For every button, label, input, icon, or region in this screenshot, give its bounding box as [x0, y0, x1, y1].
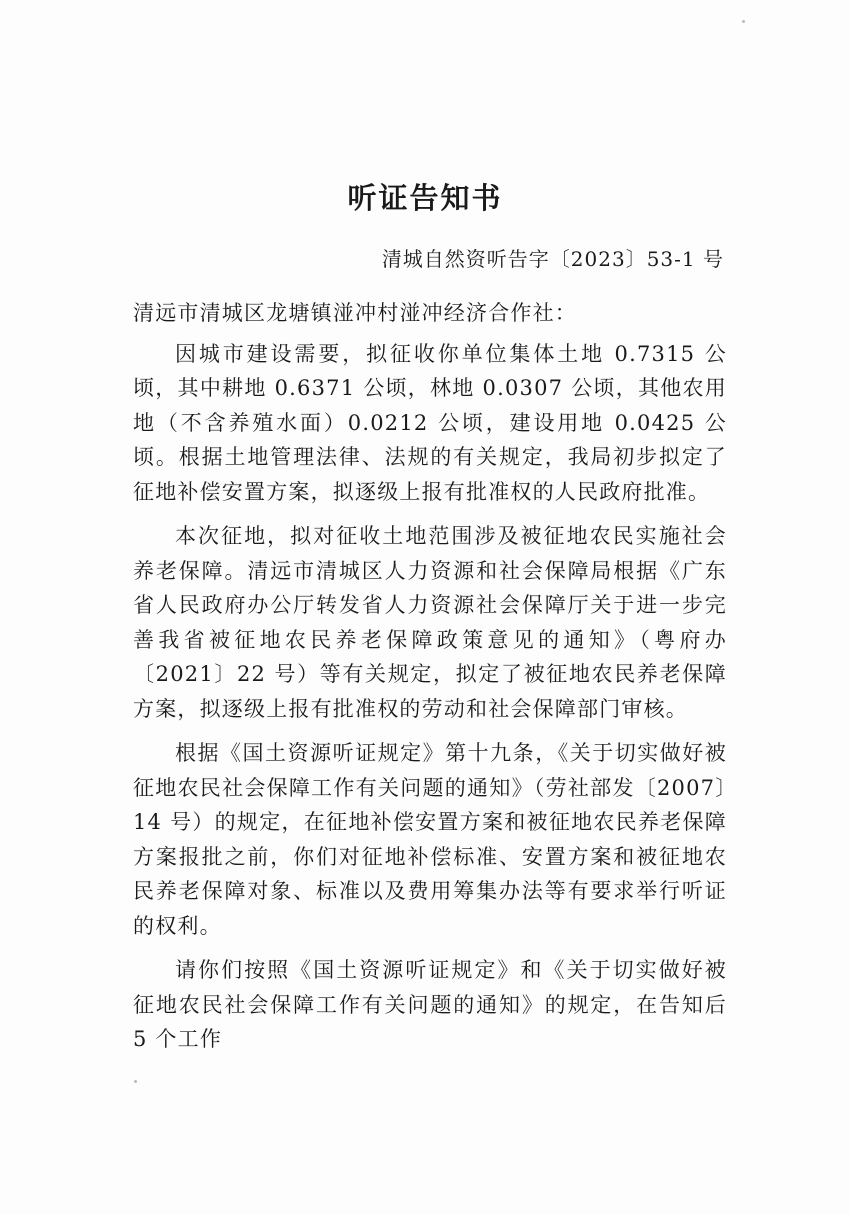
document-number: 清城自然资听告字〔2023〕53-1 号: [381, 247, 724, 271]
addressee: 清远市清城区龙塘镇湴冲村湴冲经济合作社：: [133, 301, 577, 325]
document-title: 听证告知书: [347, 181, 503, 215]
paragraph-3: 根据《国土资源听证规定》第十九条，《关于切实做好被征地农民社会保障工作有关问题的通知》（劳社部发〔2007〕14 号）的规定，在征地补偿安置方案和被征地农民养老保障方案报批之前，你们对征地补偿标准、安置方案和被征地农民养老保障对象、标准以及费用筹集办法等有要求举行听证的权利。: [133, 741, 727, 938]
document-body: [133, 296, 727, 1067]
paragraph-4: 请你们按照《国土资源听证规定》和《关于切实做好被征地农民社会保障工作有关问题的通知》的规定，在告知后 5 个工作: [133, 958, 727, 1051]
scan-speck: [742, 20, 745, 23]
paragraph-2: 本次征地，拟对征收土地范围涉及被征地农民实施社会养老保障。清远市清城区人力资源和社会保障局根据《广东省人民政府办公厅转发省人力资源社会保障厅关于进一步完善我省被征地农民养老保障政策意见的通知》（粤府办〔2021〕22 号）等有关规定，拟定了被征地农民养老保障方案，拟逐级上报有批准权的劳动和社会保障部门审核。: [133, 524, 727, 721]
paragraph-1: 因城市建设需要，拟征收你单位集体土地 0.7315 公顷，其中耕地 0.6371 公顷，林地 0.0307 公顷，其他农用地（不含养殖水面）0.0212 公顷，建设用地 0.0425 公顷。根据土地管理法律、法规的有关规定，我局初步拟定了征地补偿安置方案，拟逐级上报有批准权的人民政府批准。: [133, 341, 727, 504]
scan-speck: [134, 1080, 137, 1083]
